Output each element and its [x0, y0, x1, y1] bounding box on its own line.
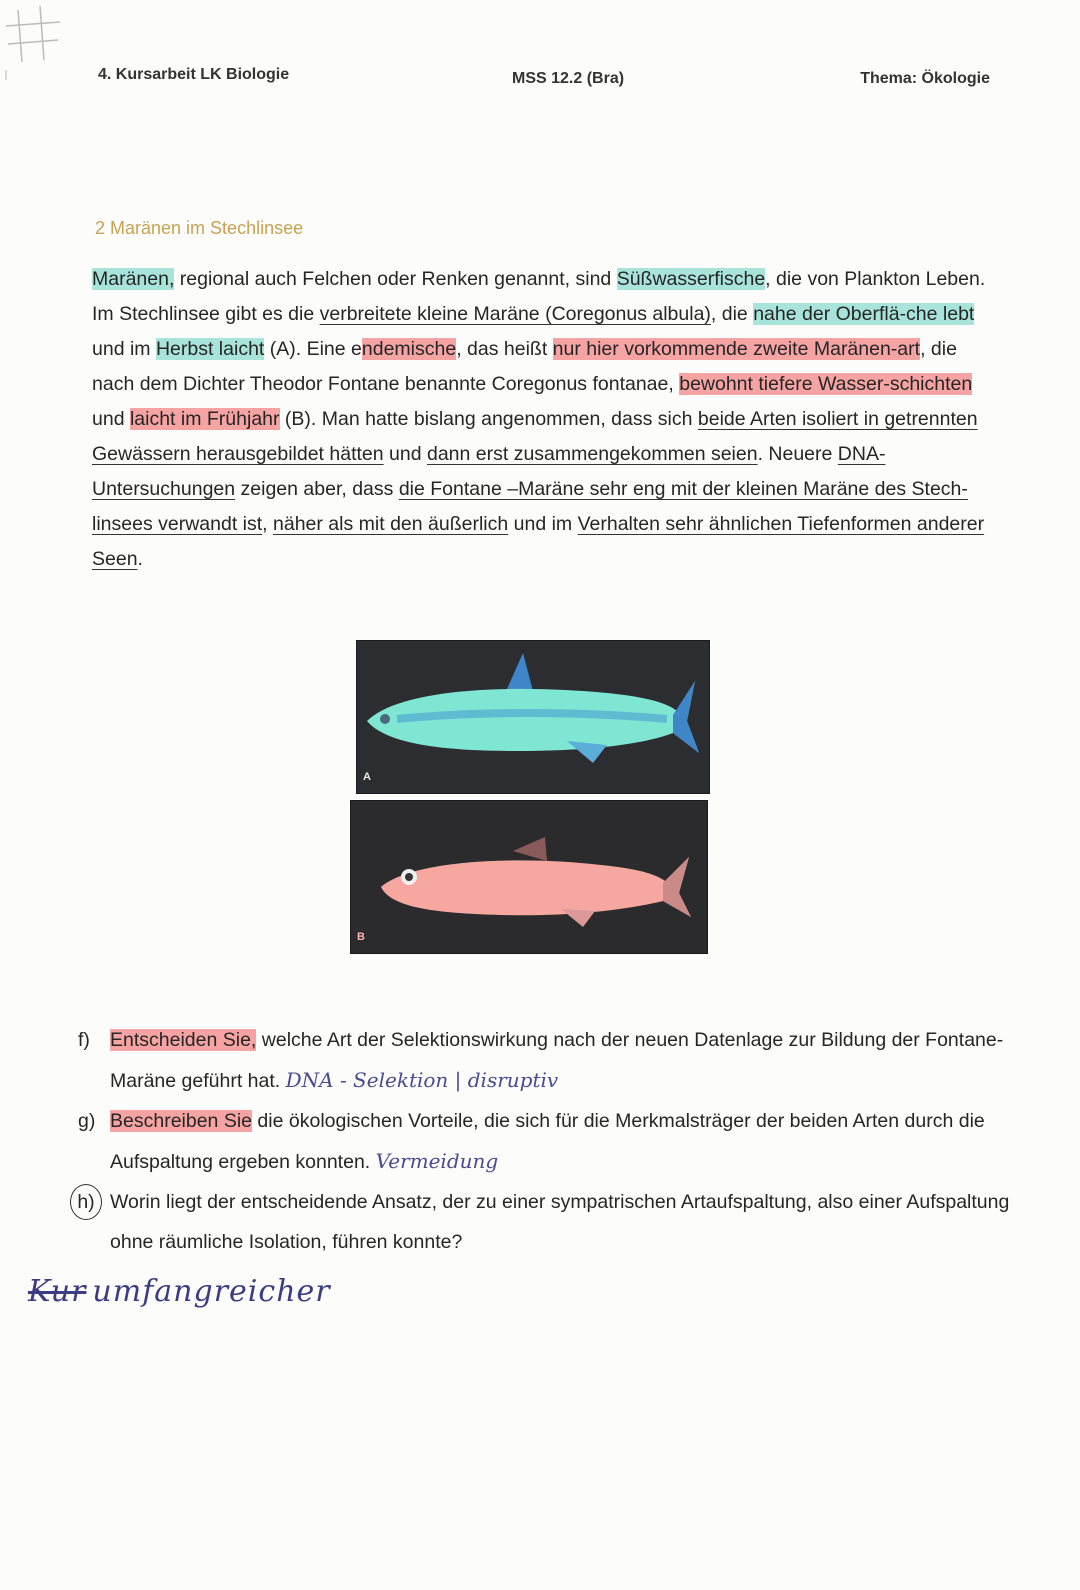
task-f	[70, 1020, 1010, 1101]
figure-label-b: B	[357, 931, 365, 943]
handwritten-note-g: Vermeidung	[375, 1149, 499, 1173]
task-list	[70, 1020, 1010, 1262]
text-segment: .	[137, 548, 143, 570]
task-h-letter: h)	[70, 1184, 102, 1220]
header-class: MSS 12.2 (Bra)	[512, 70, 625, 87]
hl-fruehjahr: laicht im Frühjahr	[129, 408, 280, 430]
task-g-letter: g)	[78, 1110, 96, 1132]
text-segment: und	[383, 443, 427, 465]
task-f-verb: Entscheiden Sie,	[110, 1029, 257, 1051]
hl-maraenen: Maränen,	[92, 268, 175, 290]
hl-zweite-art: nur hier vorkommende zweite Maränen-art	[552, 338, 921, 360]
task-f-body: welche Art der Selektionswirkung nach der neuen Datenlage zur Bildung der Fontane-Maräne geführt hat.	[110, 1029, 1004, 1092]
text-segment: ,	[262, 513, 274, 535]
text-segment: und	[92, 408, 130, 430]
intro-paragraph	[92, 262, 992, 577]
text-segment: , die	[710, 303, 754, 325]
ul-tiefenformen: Verhalten sehr ähnlichen Tiefenformen anderer Seen	[92, 513, 985, 570]
fish-a-illustration	[357, 641, 709, 793]
ul-zusammengekommen: dann erst zusammengekommen seien	[426, 443, 758, 465]
task-h-text: Worin liegt der entscheidende Ansatz, der zu einer sympatrischen Artaufspaltung, also einer Aufspaltung ohne räumliche Isolation, führen konnte?	[110, 1191, 1010, 1253]
task-g	[70, 1101, 1010, 1182]
text-segment: und im	[92, 338, 156, 360]
text-segment: , die von Plankton Leben. Im Stechlinsee gibt es die	[92, 268, 986, 325]
text-segment: zeigen aber, dass	[235, 478, 399, 500]
fish-photo-b	[350, 800, 708, 954]
header-course: 4. Kursarbeit LK Biologie	[98, 66, 290, 83]
ul-isoliert: beide Arten isoliert in getrennten Gewässern herausgebildet hätten	[92, 408, 978, 465]
hl-herbst: Herbst laicht	[155, 338, 265, 360]
hl-oberflaeche: nahe der Oberflä-che lebt	[753, 303, 975, 325]
text-segment: (B). Man hatte bislang angenommen, dass sich	[279, 408, 698, 430]
text-segment: (A). Eine e	[264, 338, 362, 360]
task-h	[70, 1182, 1010, 1262]
text-segment: . Neuere	[757, 443, 838, 465]
ul-aeusserlich: näher als mit den äußerlich	[273, 513, 509, 535]
text-segment: , das heißt	[456, 338, 553, 360]
ul-dna: DNA-Untersuchungen	[92, 443, 886, 500]
page-header	[98, 62, 990, 92]
text-segment: , die nach dem Dichter Theodor Fontane benannte Coregonus fontanae,	[92, 338, 957, 395]
handwritten-word: umfangreicher	[92, 1274, 331, 1309]
task-f-letter: f)	[78, 1029, 90, 1051]
ul-verwandt: die Fontane –Maräne sehr eng mit der kleinen Maräne des Stech-linsees verwandt ist	[92, 478, 968, 535]
header-topic: Thema: Ökologie	[860, 70, 990, 87]
task-g-body: die ökologischen Vorteile, die sich für die Merkmalsträger der beiden Arten durch die Aufspaltung ergeben konnten.	[110, 1110, 985, 1173]
task-f-text	[110, 1020, 1010, 1101]
section-title: 2 Maränen im Stechlinsee	[95, 218, 304, 238]
hl-endemische: ndemische	[361, 338, 457, 360]
text-segment: regional auch Felchen oder Renken genannt, sind	[174, 268, 617, 290]
handwritten-comment	[28, 1274, 331, 1309]
handwritten-note-f: DNA - Selektion | disruptiv	[285, 1068, 559, 1092]
hl-wasserschichten: bewohnt tiefere Wasser-schichten	[679, 373, 973, 395]
fish-photo-a	[356, 640, 710, 794]
hl-suesswasserfische: Süßwasserfische	[616, 268, 766, 290]
corner-scribble	[0, 0, 80, 80]
struck-word: Kur	[28, 1274, 87, 1309]
figure-label-a: A	[363, 771, 371, 783]
task-g-text	[110, 1101, 1010, 1182]
task-g-verb: Beschreiben Sie	[110, 1110, 253, 1132]
ul-kleine-maraene: verbreitete kleine Maräne (Coregonus albula)	[319, 303, 711, 325]
text-segment: und im	[508, 513, 578, 535]
fish-b-illustration	[351, 801, 707, 953]
